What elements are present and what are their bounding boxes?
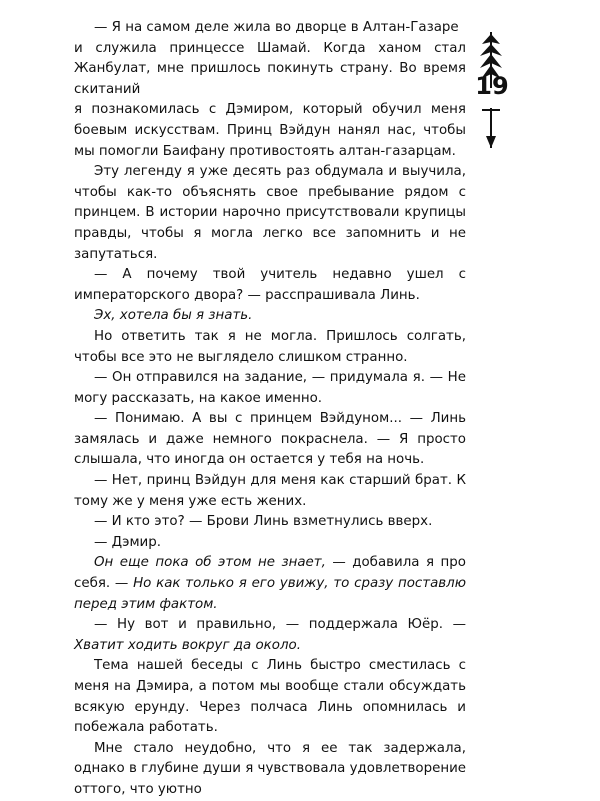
paragraph: Мне стало неудобно, что я ее так задержала, однако в глубине души я чувствовала удовлетворение оттого, что уютно <box>74 740 467 797</box>
paragraph: — Я на самом деле жила во дворце в Алтан-Газаре <box>94 20 459 35</box>
paragraph: и служила принцессе Шамай. Когда ханом стал Жанбулат, мне пришлось покинуть страну. Во время скитаний <box>74 40 466 97</box>
paragraph: — И кто это? — Брови Линь взметнулись вверх. <box>94 514 433 530</box>
paragraph: Эту легенду я уже десять раз обдумала и выучила, чтобы как-то объяснять свое пребывание рядом с принцем. В истории нарочно присутствовали крупицы правды, чтобы я могла легко все запомнить и не запутаться. <box>74 164 466 262</box>
paragraph: — Понимаю. А вы с принцем Вэйдуном... — Линь замялась и даже немного покраснела. — Я просто слышала, что иногда он остается у тебя на ночь. <box>74 411 466 468</box>
paragraph: я познакомилась с Дэмиром, который обучил меня боевым искусствам. Принц Вэйдун нанял нас, чтобы мы помогли Баифану противостоять алтан-газарцам. <box>74 102 466 159</box>
italic-span: Он еще пока об этом не знает, <box>94 555 326 571</box>
paragraph-mixed <box>74 553 466 615</box>
paragraph: — Дэмир. <box>94 534 162 550</box>
body-text <box>74 18 466 801</box>
plain-span: — добавила я про себя. — <box>74 555 466 592</box>
italic-span: Но как только я его увижу, то сразу поставлю перед этим фактом. <box>74 576 466 612</box>
plain-span: — Ну вот и правильно, — поддержала Юёр. — <box>94 617 466 633</box>
paragraph-mixed <box>74 615 466 656</box>
page-number: 19 <box>475 72 509 100</box>
paragraph: — Он отправился на задание, — придумала я. — Не могу рассказать, на какое именно. <box>74 370 466 406</box>
paragraph: Но ответить так я не могла. Пришлось солгать, чтобы все это не выглядело слишком странно. <box>74 328 466 365</box>
paragraph: Тема нашей беседы с Линь быстро сместилась с меня на Дэмира, а потом мы вообще стали обсуждать всякую ерунду. Через полчаса Линь опомнилась и побежала работать. <box>74 658 466 736</box>
feather-arrow-icon <box>470 30 512 180</box>
paragraph: — Нет, принц Вэйдун для меня как старший брат. К тому же у меня уже есть жених. <box>74 473 466 509</box>
paragraph: — А почему твой учитель недавно ушел с императорского двора? — расспрашивала Линь. <box>74 267 466 303</box>
paragraph-italic: Эх, хотела бы я знать. <box>94 308 253 324</box>
italic-span: Хватит ходить вокруг да около. <box>74 637 301 653</box>
